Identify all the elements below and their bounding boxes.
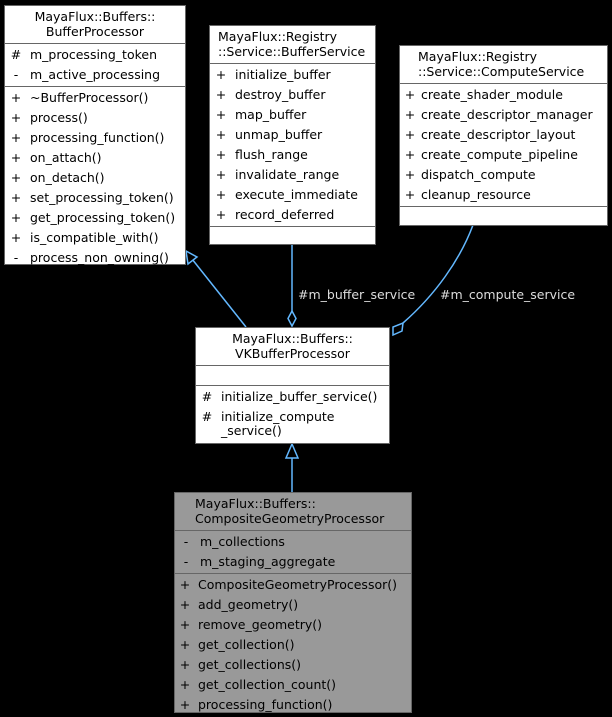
member-name: initialize_buffer — [235, 67, 331, 82]
title-line: MayaFlux::Buffers:: — [34, 9, 156, 24]
methods-section — [5, 87, 185, 269]
visibility-marker: - — [13, 250, 19, 265]
class-composite-geometry-processor[interactable] — [174, 492, 412, 713]
visibility-marker: # — [10, 47, 22, 62]
method-row[interactable] — [175, 575, 411, 595]
member-name: m_processing_token — [30, 47, 157, 62]
visibility-marker: # — [201, 409, 213, 424]
visibility-marker: + — [404, 167, 416, 182]
title-line: MayaFlux::Buffers:: — [232, 331, 353, 346]
title-line: MayaFlux::Registry — [418, 49, 538, 64]
title-line: BufferProcessor — [45, 24, 145, 39]
visibility-marker: + — [10, 230, 22, 245]
visibility-marker: + — [10, 170, 22, 185]
title-line: ::Service::ComputeService — [418, 64, 585, 79]
inheritance-arrow-composite-to-vk — [286, 444, 298, 492]
attribute-row[interactable] — [210, 65, 375, 85]
visibility-marker: + — [404, 107, 416, 122]
visibility-marker: + — [10, 210, 22, 225]
attribute-row[interactable] — [210, 165, 375, 185]
method-row[interactable] — [5, 248, 185, 268]
member-name: create_descriptor_layout — [421, 127, 576, 142]
visibility-marker: + — [215, 87, 227, 102]
member-name: get_processing_token() — [30, 210, 176, 225]
member-name: unmap_buffer — [235, 127, 323, 142]
class-compute-service[interactable] — [399, 45, 608, 226]
edge-label-buffer-service: #m_buffer_service — [298, 287, 416, 302]
method-row[interactable] — [5, 148, 185, 168]
visibility-marker: + — [215, 207, 227, 222]
method-row[interactable] — [5, 168, 185, 188]
visibility-marker: + — [179, 697, 191, 712]
member-name: flush_range — [235, 147, 308, 162]
attribute-row[interactable] — [175, 552, 411, 572]
method-row[interactable] — [5, 228, 185, 248]
visibility-marker: - — [13, 67, 19, 82]
class-title — [5, 6, 185, 44]
class-title — [210, 26, 375, 64]
visibility-marker: + — [10, 190, 22, 205]
class-title — [175, 493, 411, 531]
inheritance-arrow-vk-to-bufferprocessor — [186, 251, 246, 327]
aggregation-edge-compute-service — [393, 225, 473, 335]
title-line: MayaFlux::Registry — [218, 29, 338, 44]
visibility-marker: + — [179, 637, 191, 652]
attribute-row[interactable] — [5, 65, 185, 85]
title-line: ::Service::BufferService — [218, 44, 366, 59]
member-name: m_staging_aggregate — [200, 554, 336, 569]
method-row[interactable] — [175, 695, 411, 715]
visibility-marker: + — [215, 127, 227, 142]
member-name: on_attach() — [30, 150, 102, 165]
member-name: get_collection() — [198, 637, 295, 652]
member-name: set_processing_token() — [30, 190, 174, 205]
class-buffer-service[interactable] — [209, 25, 376, 245]
method-row[interactable] — [5, 108, 185, 128]
visibility-marker: + — [10, 90, 22, 105]
visibility-marker: - — [183, 554, 189, 569]
attribute-row[interactable] — [5, 45, 185, 65]
member-name: create_descriptor_manager — [421, 107, 593, 122]
member-name: create_compute_pipeline — [421, 147, 578, 162]
method-row[interactable] — [175, 615, 411, 635]
visibility-marker: + — [215, 67, 227, 82]
member-name: get_collections() — [198, 657, 302, 672]
member-name: dispatch_compute — [421, 167, 536, 182]
member-name — [217, 410, 389, 438]
visibility-marker: + — [215, 187, 227, 202]
member-name-line: initialize_compute — [221, 409, 335, 424]
aggregation-edge-buffer-service — [288, 244, 296, 326]
member-name: record_deferred — [235, 207, 335, 222]
member-name: CompositeGeometryProcessor() — [198, 577, 397, 592]
attributes-section — [400, 84, 607, 207]
visibility-marker: + — [404, 147, 416, 162]
method-row[interactable] — [175, 655, 411, 675]
member-name: create_shader_module — [421, 87, 563, 102]
visibility-marker: # — [201, 389, 213, 404]
visibility-marker: + — [179, 657, 191, 672]
visibility-marker: + — [179, 597, 191, 612]
member-name: remove_geometry() — [198, 617, 323, 632]
member-name: map_buffer — [235, 107, 307, 122]
methods-section — [196, 386, 389, 441]
attribute-row[interactable] — [400, 185, 607, 205]
visibility-marker: + — [404, 87, 416, 102]
title-line: MayaFlux::Buffers:: — [195, 496, 316, 511]
visibility-marker: + — [10, 110, 22, 125]
member-name: on_detach() — [30, 170, 105, 185]
member-name: is_compatible_with() — [30, 230, 159, 245]
member-name: process() — [30, 110, 88, 125]
attributes-section — [175, 531, 411, 574]
visibility-marker: - — [183, 534, 189, 549]
visibility-marker: + — [215, 167, 227, 182]
attributes-section — [5, 44, 185, 87]
visibility-marker: + — [10, 150, 22, 165]
visibility-marker: + — [10, 130, 22, 145]
member-name: processing_function() — [30, 130, 165, 145]
member-name: m_active_processing — [30, 67, 161, 82]
visibility-marker: + — [179, 617, 191, 632]
title-line: VKBufferProcessor — [235, 346, 350, 361]
attribute-row[interactable] — [400, 145, 607, 165]
member-name: execute_immediate — [235, 187, 358, 202]
method-row[interactable] — [196, 407, 389, 440]
member-name: cleanup_resource — [421, 187, 531, 202]
attribute-row[interactable] — [210, 185, 375, 205]
methods-section-empty — [400, 207, 607, 227]
method-row[interactable] — [5, 188, 185, 208]
edge-label-compute-service: #m_compute_service — [440, 287, 576, 302]
attribute-row[interactable] — [400, 125, 607, 145]
visibility-marker: + — [404, 127, 416, 142]
visibility-marker: + — [404, 187, 416, 202]
attributes-section-empty — [196, 366, 389, 386]
visibility-marker: + — [215, 107, 227, 122]
member-name-line: _service() — [221, 423, 282, 438]
attribute-row[interactable] — [400, 85, 607, 105]
visibility-marker: + — [179, 677, 191, 692]
member-name: destroy_buffer — [235, 87, 326, 102]
attribute-row[interactable] — [400, 105, 607, 125]
visibility-marker: + — [179, 577, 191, 592]
methods-section — [175, 574, 411, 716]
method-row[interactable] — [5, 88, 185, 108]
member-name: processing_function() — [198, 697, 333, 712]
method-row[interactable] — [196, 387, 389, 407]
attribute-row[interactable] — [210, 145, 375, 165]
class-buffer-processor[interactable] — [4, 5, 186, 265]
title-line: CompositeGeometryProcessor — [195, 511, 385, 526]
method-row[interactable] — [175, 595, 411, 615]
attribute-row[interactable] — [400, 165, 607, 185]
attribute-row[interactable] — [210, 125, 375, 145]
method-row[interactable] — [5, 128, 185, 148]
attribute-row[interactable] — [210, 85, 375, 105]
member-name: get_collection_count() — [198, 677, 337, 692]
attribute-row[interactable] — [175, 532, 411, 552]
methods-section-empty — [210, 227, 375, 247]
class-title — [196, 328, 389, 366]
method-row[interactable] — [175, 635, 411, 655]
attribute-row[interactable] — [210, 205, 375, 225]
attributes-section — [210, 64, 375, 227]
visibility-marker: + — [215, 147, 227, 162]
method-row[interactable] — [5, 208, 185, 228]
attribute-row[interactable] — [210, 105, 375, 125]
member-name: m_collections — [200, 534, 285, 549]
class-title — [400, 46, 607, 84]
member-name: invalidate_range — [235, 167, 340, 182]
member-name: ~BufferProcessor() — [30, 90, 149, 105]
member-name: process_non_owning() — [30, 250, 169, 265]
member-name: add_geometry() — [198, 597, 299, 612]
class-vk-buffer-processor[interactable] — [195, 327, 390, 444]
member-name: initialize_buffer_service() — [221, 389, 378, 404]
method-row[interactable] — [175, 675, 411, 695]
